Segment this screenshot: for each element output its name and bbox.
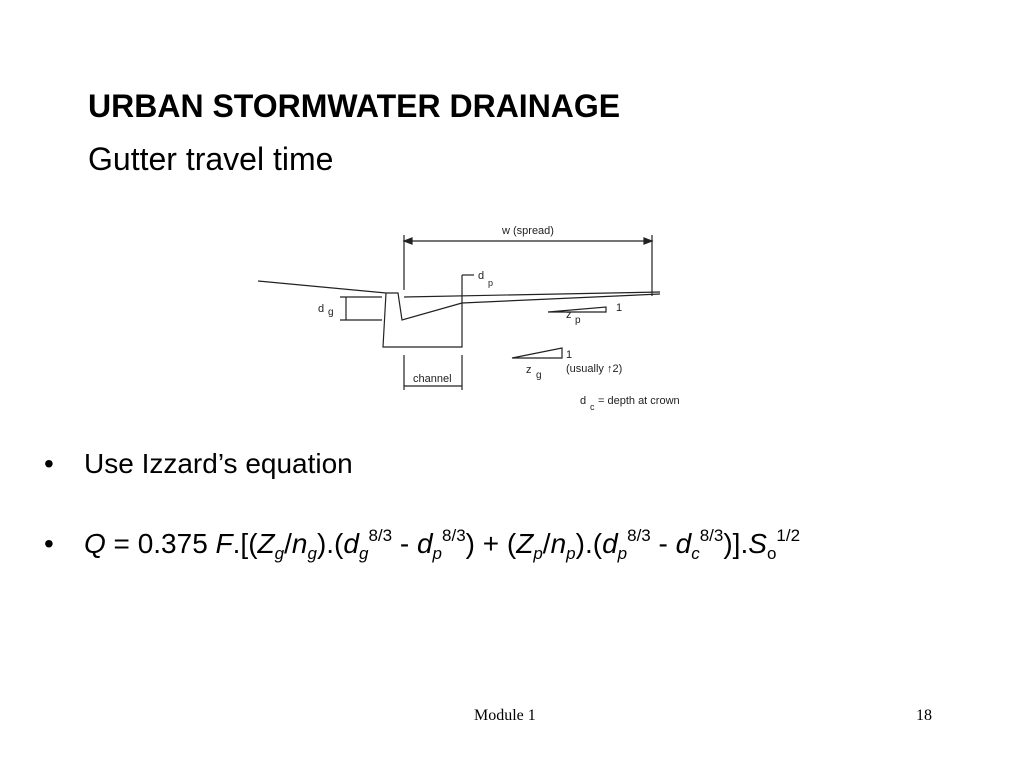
footer-page-number: 18 xyxy=(916,707,932,724)
zp-slope-triangle xyxy=(548,307,606,312)
channel-label: channel xyxy=(413,373,452,385)
slide-subtitle: Gutter travel time xyxy=(88,141,334,177)
eq-q: Q xyxy=(84,528,106,559)
zg-subscript: g xyxy=(536,370,542,381)
zp-ratio: 1 xyxy=(616,302,623,314)
dc-subscript: c xyxy=(590,402,595,412)
zg-slope-triangle xyxy=(512,348,562,358)
dg-subscript: g xyxy=(328,307,334,318)
izzard-equation: Q = 0.375 $F.[(Z_g/n_g).(d_g^{8/3} - d_p^{8/3}) + (Z_p/n_p).(d_p^{8/3} - d_c^{8/3})].S_o^{1/2}$ xyxy=(84,526,801,563)
footer-module: Module 1 xyxy=(474,707,536,724)
spread-label: w (spread) xyxy=(502,225,554,237)
dp-subscript: p xyxy=(488,278,494,288)
dg-label: d xyxy=(318,303,325,315)
zp-label: z xyxy=(566,309,572,321)
zg-note: (usually ↑2) xyxy=(566,363,623,375)
bullet-dot: • xyxy=(44,448,54,479)
road-surface-left xyxy=(258,281,386,293)
dc-label: d xyxy=(580,395,587,407)
bullet-text: Use Izzard’s equation xyxy=(84,448,353,479)
zg-ratio: 1 xyxy=(566,349,573,361)
dp-label: d xyxy=(478,270,485,282)
slide-title: URBAN STORMWATER DRAINAGE xyxy=(88,88,621,124)
dc-note: = depth at crown xyxy=(598,395,680,407)
zp-subscript: p xyxy=(575,315,581,326)
bullet-dot: • xyxy=(44,528,54,559)
zg-label: z xyxy=(526,364,532,376)
channel-box xyxy=(383,293,462,347)
